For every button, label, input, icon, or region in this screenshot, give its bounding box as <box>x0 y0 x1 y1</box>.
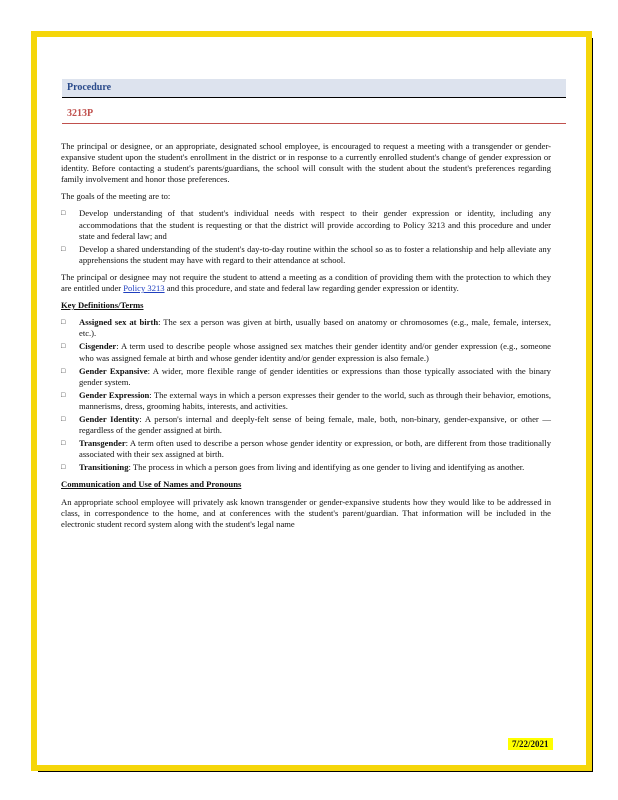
procedure-header-bar <box>62 79 566 98</box>
bullet-icon: □ <box>61 244 66 253</box>
code-divider <box>62 123 566 124</box>
list-item: □ Assigned sex at birth: The sex a person was given at birth, usually based on anatomy or chromosomes (e.g., male, female, intersex, etc.). <box>61 317 551 339</box>
bullet-icon: □ <box>61 318 66 327</box>
policy-link[interactable]: Policy 3213 <box>123 283 165 294</box>
document-body <box>61 141 551 536</box>
list-item: □ Transgender: A term often used to describe a person whose gender identity or expression, or both, are different from those traditionally associated with their sex assigned at birth. <box>61 438 551 460</box>
list-item: □ Develop understanding of that student's individual needs with respect to their gender expression or identity, including any accommodations that the student is requesting or that the district will provide according to Policy 3213 and this procedure and under state and federal law; and <box>61 208 551 241</box>
goals-label: The goals of the meeting are to: <box>61 191 171 202</box>
revision-date: 7/22/2021 <box>508 738 553 750</box>
bullet-icon: □ <box>61 366 66 375</box>
bullet-icon: □ <box>61 439 66 448</box>
procedure-code: 3213P <box>67 108 94 119</box>
list-item: □ Gender Expansive: A wider, more flexible range of gender identities or expressions than those typically associated with the binary gender system. <box>61 365 551 387</box>
list-item: □ Transitioning: The process in which a person goes from living and identifying as one gender to living and identifying as another. <box>61 462 525 473</box>
bullet-icon: □ <box>61 463 66 472</box>
communication-paragraph: An appropriate school employee will privately ask known transgender or gender-expansive students how they would like to be addressed in class, in correspondence to the home, and at conferences with the student's parent/guardian. That information will be included in the electronic student record system along with the student's legal name <box>61 496 551 529</box>
designee-paragraph: The principal or designee may not require the student to attend a meeting as a condition of providing them with the protection to which they are entitled under Policy 3213 and this procedure, and state and federal law regarding gender expression or identity. <box>61 271 551 294</box>
list-item: □ Cisgender: A term used to describe people whose assigned sex matches their gender identity and/or gender expression (e.g., someone who was assigned female at birth and whose gender identity and/or gender expression is also female.) <box>61 341 551 363</box>
document-page <box>31 31 592 771</box>
communication-heading: Communication and Use of Names and Pronouns <box>61 479 242 490</box>
list-item: □ Gender Expression: The external ways in which a person expresses their gender to the world, such as through their behavior, emotions, mannerisms, dress, grooming habits, interests, and activities. <box>61 389 551 411</box>
bullet-icon: □ <box>61 342 66 351</box>
bullet-icon: □ <box>61 414 66 423</box>
list-item: □ Gender Identity: A person's internal and deeply-felt sense of being female, male, both, non-binary, gender-expansive, or other — regardless of the gender assigned at birth. <box>61 413 551 436</box>
list-item: □ Develop a shared understanding of the student's day-to-day routine within the school so as to foster a relationship and help alleviate any apprehensions the student may have with regard to their attendance at school. <box>61 243 551 265</box>
bullet-icon: □ <box>61 390 66 399</box>
intro-paragraph: The principal or designee, or an appropriate, designated school employee, is encouraged to request a meeting with a transgender or gender-expansive student upon the student's enrollment in the district or in response to a currently enrolled student's change of gender expression or identity. Before contacting a student's parents/guardians, the school will consult with the student about the student's preferences regarding family involvement and honor those preferences. <box>61 141 551 185</box>
bullet-icon: □ <box>61 209 66 218</box>
definitions-list <box>61 317 551 473</box>
goals-list <box>61 208 551 265</box>
definitions-heading: Key Definitions/Terms <box>61 300 144 311</box>
section-label: Procedure <box>67 82 112 93</box>
